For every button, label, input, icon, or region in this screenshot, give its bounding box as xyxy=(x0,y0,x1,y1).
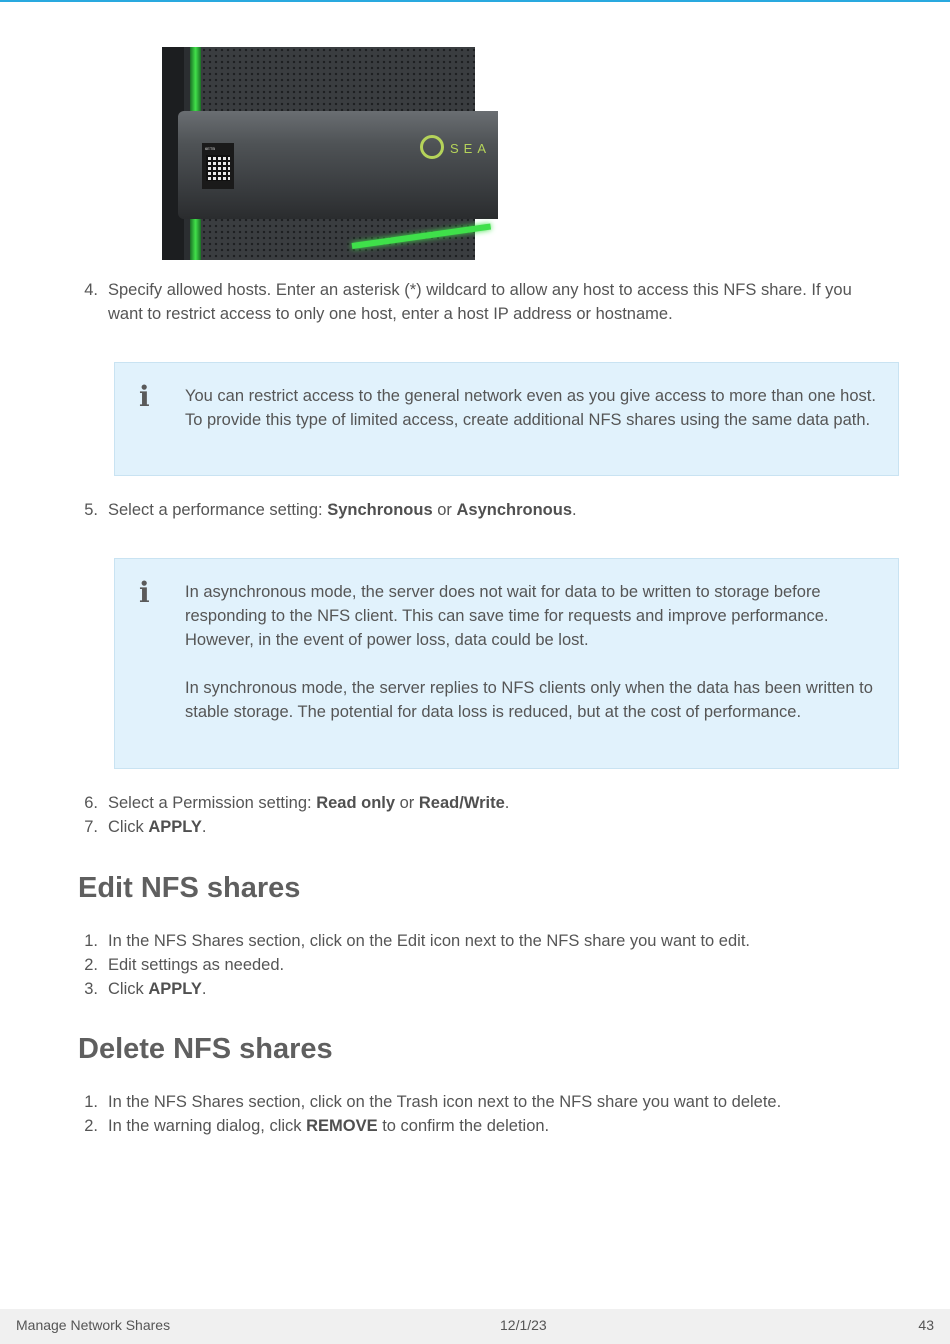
edit-steps xyxy=(78,929,898,1001)
qr-label-text: 6ETB xyxy=(205,146,216,151)
device-photo xyxy=(162,47,492,260)
list-item: 2. In the warning dialog, click REMOVE to confirm the deletion. xyxy=(84,1117,550,1135)
list-item: 3. Click APPLY. xyxy=(84,980,207,998)
info-icon: i xyxy=(139,380,150,413)
list-item: 5. Select a performance setting: Synchronous or Asynchronous. xyxy=(84,501,577,519)
apply-label: APPLY xyxy=(148,980,202,998)
step-list-6-7 xyxy=(78,791,888,839)
note-paragraph: In asynchronous mode, the server does not wait for data to be written to storage before responding to the NFS client. This can save time for requests and improve performance. However, in the event of power loss, data could be lost. xyxy=(185,583,829,649)
top-rule xyxy=(0,0,950,2)
list-item: 4. Specify allowed hosts. Enter an asterisk (*) wildcard to allow any host to access this NFS share. If you want to restrict access to only one host, enter a host IP address or hostname. xyxy=(84,281,852,323)
info-icon: i xyxy=(139,576,150,609)
note-paragraph: In synchronous mode, the server replies to NFS clients only when the data has been written to stable storage. The potential for data loss is reduced, but at the cost of performance. xyxy=(185,679,873,721)
section-heading-edit: Edit NFS shares xyxy=(78,872,301,904)
page-footer xyxy=(0,1309,950,1344)
option-asynchronous: Asynchronous xyxy=(456,501,573,519)
step-text: Specify allowed hosts. Enter an asterisk (*) wildcard to allow any host to access this NFS share. If you want to restrict access to only one host, enter a host IP address or hostname. xyxy=(108,281,852,323)
qr-code-icon xyxy=(206,155,230,181)
list-item: 7. Click APPLY. xyxy=(84,818,207,836)
info-note xyxy=(114,362,899,476)
option-synchronous: Synchronous xyxy=(327,501,433,519)
option-read-write: Read/Write xyxy=(418,794,505,812)
info-note xyxy=(114,558,899,769)
delete-steps xyxy=(78,1090,928,1138)
list-item: 1. In the NFS Shares section, click on the Trash icon next to the NFS share you want to delete. xyxy=(84,1093,782,1111)
list-item: 6. Select a Permission setting: Read only or Read/Write. xyxy=(84,794,510,812)
list-item: 1. In the NFS Shares section, click on the Edit icon next to the NFS share you want to edit. xyxy=(84,932,750,950)
brand-text: SEA xyxy=(450,141,492,156)
step-list-5 xyxy=(78,498,888,522)
note-text: You can restrict access to the general network even as you give access to more than one host. To provide this type of limited access, create additional NFS shares using the same data path. xyxy=(185,387,876,429)
section-heading-delete: Delete NFS shares xyxy=(78,1033,333,1065)
list-item: 2. Edit settings as needed. xyxy=(84,956,285,974)
apply-label: APPLY xyxy=(148,818,202,836)
step-list-4 xyxy=(78,278,888,326)
remove-label: REMOVE xyxy=(306,1117,378,1135)
seagate-logo-icon xyxy=(420,135,444,159)
footer-page-number: 43 xyxy=(918,1317,934,1333)
footer-title: Manage Network Shares xyxy=(16,1317,171,1333)
footer-date: 12/1/23 xyxy=(500,1317,547,1333)
option-read-only: Read only xyxy=(316,794,396,812)
